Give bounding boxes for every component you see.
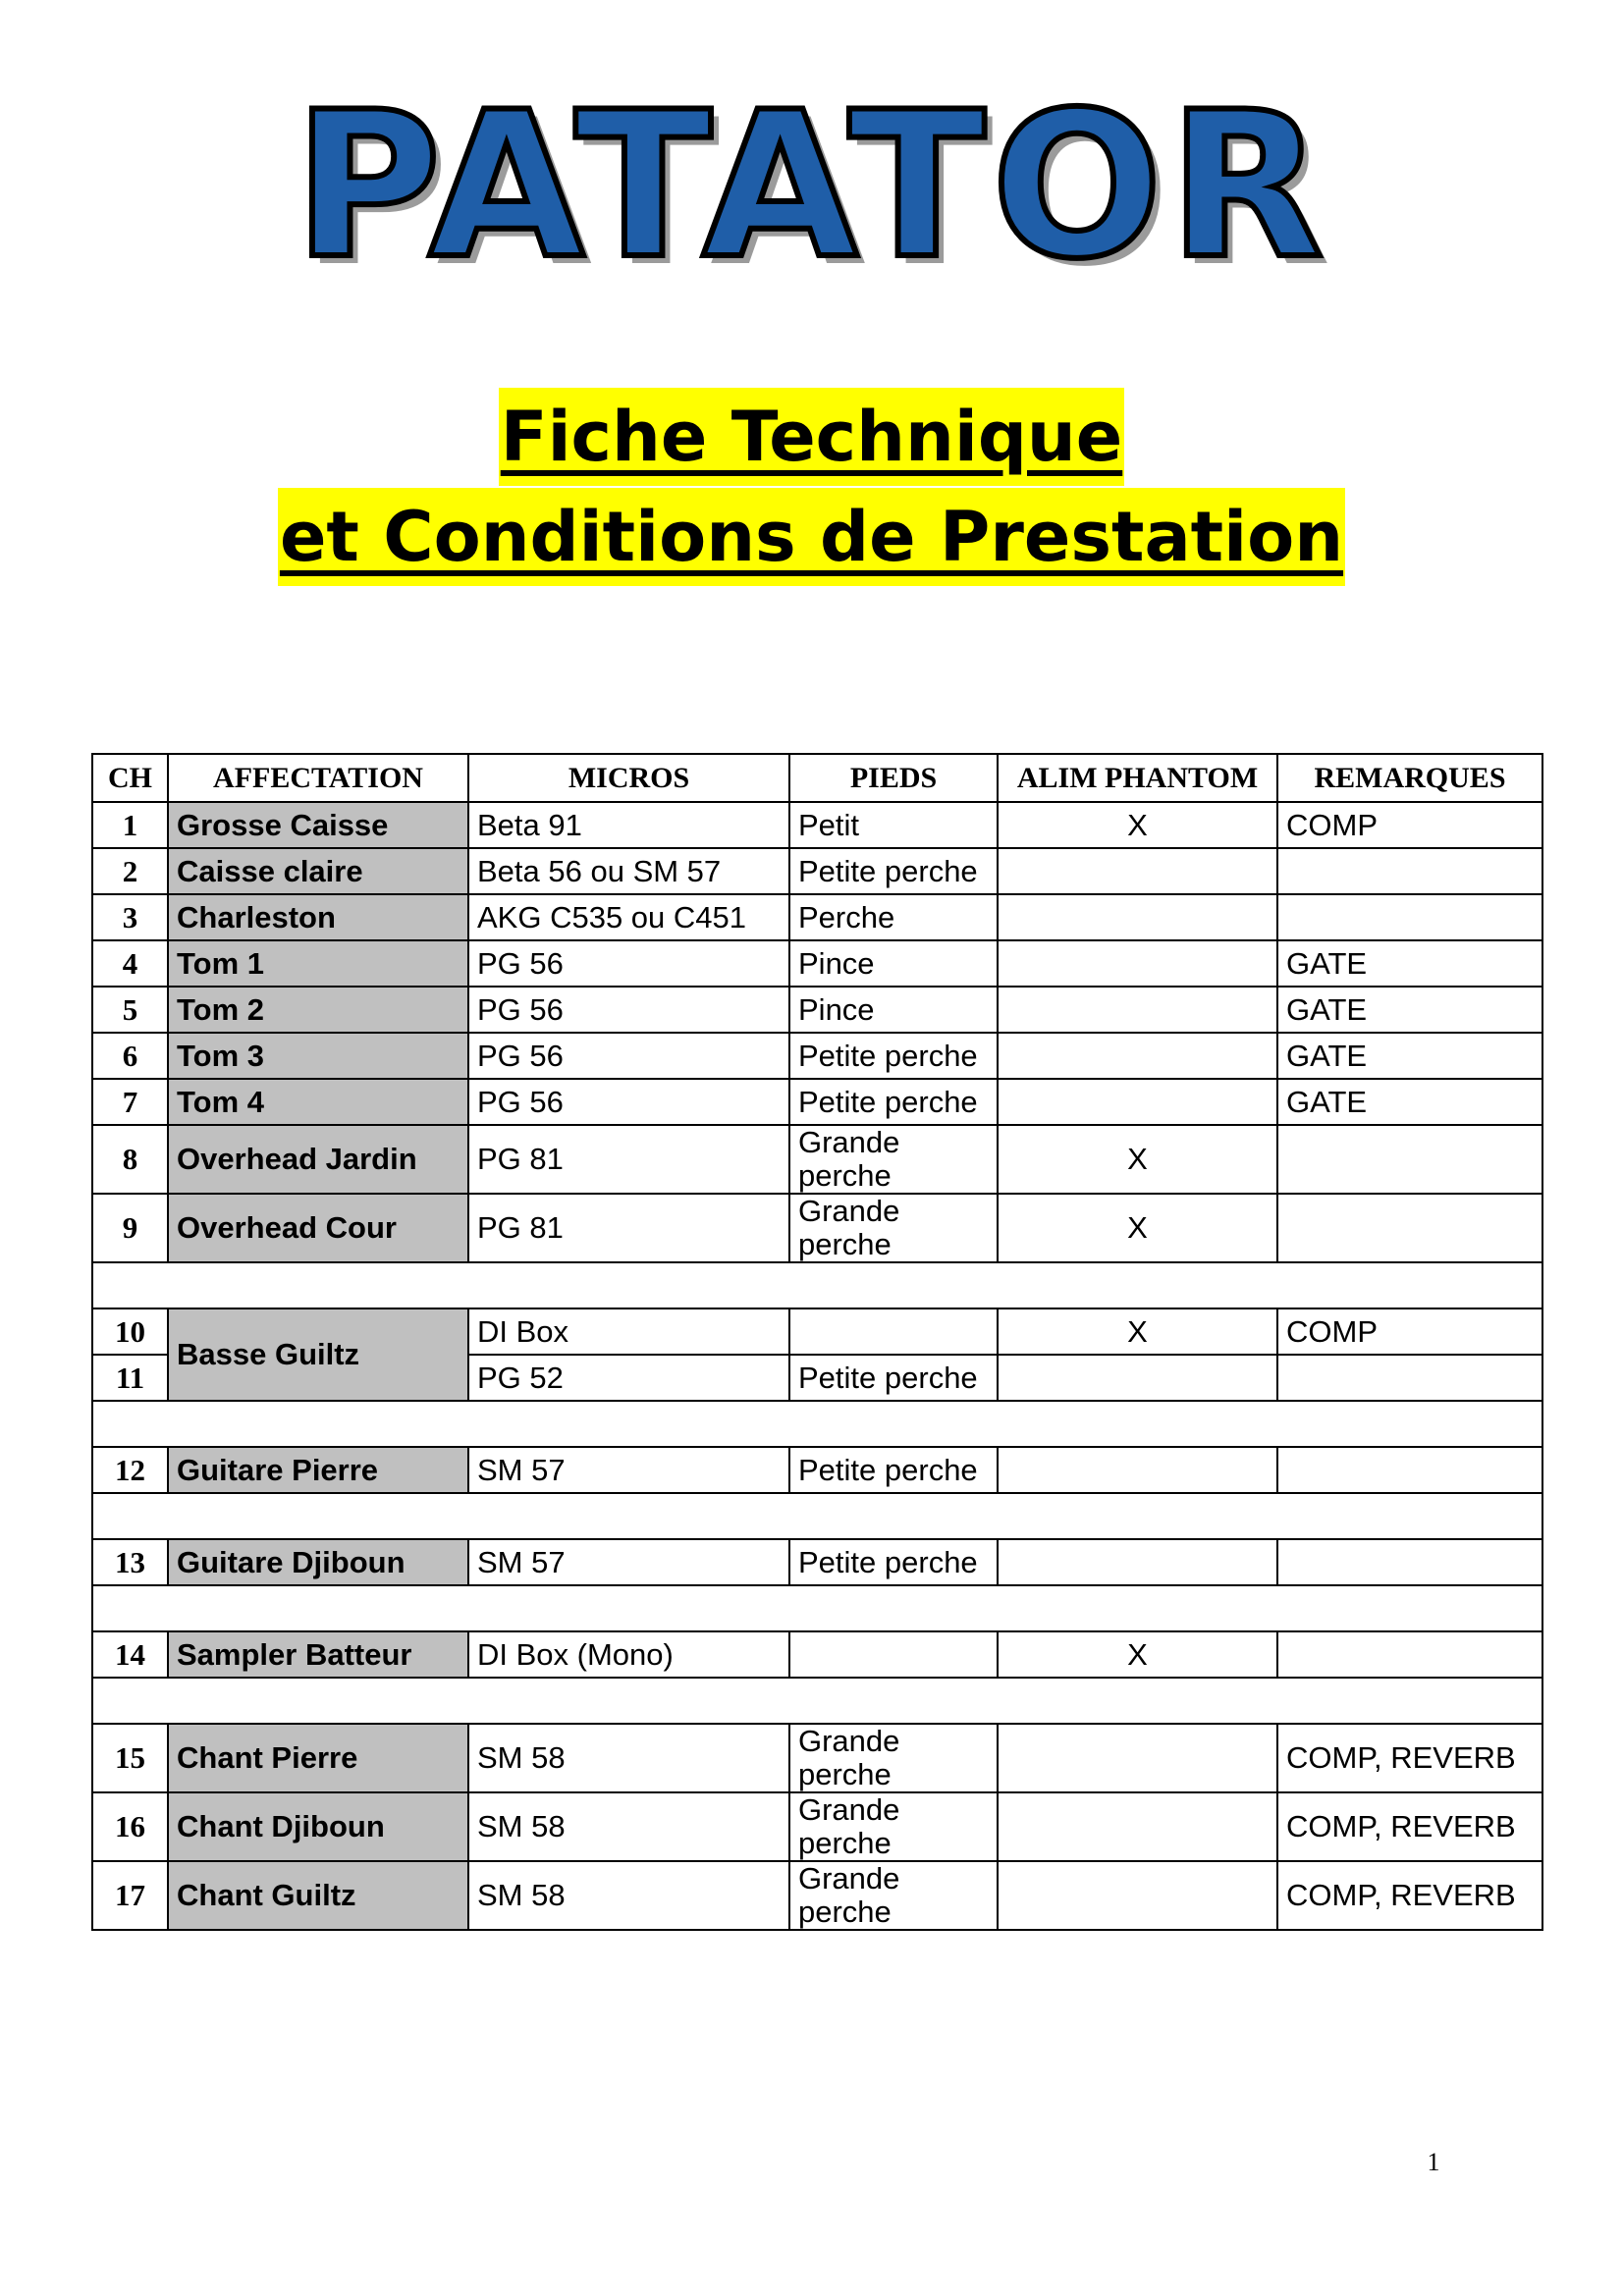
cell-pieds: Petite perche: [789, 1447, 998, 1493]
cell-pieds: Grande perche: [789, 1861, 998, 1930]
cell-ch: 16: [92, 1792, 168, 1861]
cell-ch: 8: [92, 1125, 168, 1194]
cell-phantom: X: [998, 1631, 1277, 1678]
cell-pieds: [789, 1308, 998, 1355]
cell-pieds: Pince: [789, 940, 998, 987]
spacer-row: [92, 1262, 1542, 1308]
cell-pieds: Grande perche: [789, 1125, 998, 1194]
cell-remarques: [1277, 894, 1542, 940]
cell-affectation: Tom 3: [168, 1033, 468, 1079]
spacer-cell: [92, 1678, 1542, 1724]
header-ch: CH: [92, 754, 168, 802]
cell-affectation: Chant Guiltz: [168, 1861, 468, 1930]
table-row: [92, 894, 1542, 940]
header-micros: MICROS: [468, 754, 789, 802]
cell-remarques: COMP, REVERB: [1277, 1861, 1542, 1930]
cell-phantom: [998, 1861, 1277, 1930]
cell-ch: 2: [92, 848, 168, 894]
table-row: [92, 987, 1542, 1033]
cell-ch: 13: [92, 1539, 168, 1585]
cell-pieds: Petite perche: [789, 1033, 998, 1079]
spacer-row: [92, 1401, 1542, 1447]
cell-phantom: [998, 848, 1277, 894]
spacer-cell: [92, 1262, 1542, 1308]
cell-remarques: [1277, 1539, 1542, 1585]
cell-phantom: [998, 1447, 1277, 1493]
cell-phantom: X: [998, 1125, 1277, 1194]
cell-micros: Beta 91: [468, 802, 789, 848]
spacer-row: [92, 1585, 1542, 1631]
cell-ch: 15: [92, 1724, 168, 1792]
table-header-row: [92, 754, 1542, 802]
table-row: [92, 1861, 1542, 1930]
cell-phantom: [998, 894, 1277, 940]
cell-affectation: Sampler Batteur: [168, 1631, 468, 1678]
cell-remarques: GATE: [1277, 1033, 1542, 1079]
cell-remarques: COMP, REVERB: [1277, 1792, 1542, 1861]
table-row: [92, 1125, 1542, 1194]
cell-affectation: Guitare Pierre: [168, 1447, 468, 1493]
cell-phantom: [998, 1792, 1277, 1861]
cell-affectation: Overhead Jardin: [168, 1125, 468, 1194]
cell-remarques: [1277, 1631, 1542, 1678]
cell-ch: 1: [92, 802, 168, 848]
table-row: [92, 1724, 1542, 1792]
cell-pieds: Petite perche: [789, 848, 998, 894]
table-row: [92, 1194, 1542, 1262]
cell-pieds: Petite perche: [789, 1355, 998, 1401]
cell-ch: 9: [92, 1194, 168, 1262]
cell-affectation: Overhead Cour: [168, 1194, 468, 1262]
cell-micros: PG 56: [468, 1079, 789, 1125]
header-remarques: REMARQUES: [1277, 754, 1542, 802]
spacer-cell: [92, 1585, 1542, 1631]
cell-pieds: Petit: [789, 802, 998, 848]
spacer-cell: [92, 1493, 1542, 1539]
table-row: [92, 1792, 1542, 1861]
cell-pieds: [789, 1631, 998, 1678]
cell-remarques: GATE: [1277, 1079, 1542, 1125]
page-number: 1: [1427, 2148, 1440, 2176]
cell-ch: 7: [92, 1079, 168, 1125]
cell-micros: Beta 56 ou SM 57: [468, 848, 789, 894]
table-row: [92, 1308, 1542, 1355]
table-row: [92, 940, 1542, 987]
cell-micros: SM 58: [468, 1792, 789, 1861]
cell-micros: SM 58: [468, 1861, 789, 1930]
cell-ch: 17: [92, 1861, 168, 1930]
cell-phantom: [998, 1539, 1277, 1585]
spacer-row: [92, 1678, 1542, 1724]
spacer-row: [92, 1493, 1542, 1539]
cell-remarques: GATE: [1277, 987, 1542, 1033]
cell-pieds: Grande perche: [789, 1194, 998, 1262]
title-line-1: Fiche Technique: [499, 388, 1125, 486]
cell-micros: DI Box: [468, 1308, 789, 1355]
cell-pieds: Petite perche: [789, 1079, 998, 1125]
cell-phantom: [998, 1355, 1277, 1401]
cell-remarques: COMP: [1277, 802, 1542, 848]
cell-phantom: [998, 940, 1277, 987]
cell-remarques: GATE: [1277, 940, 1542, 987]
cell-ch: 10: [92, 1308, 168, 1355]
cell-micros: PG 56: [468, 1033, 789, 1079]
band-logo: PATATOR: [294, 70, 1329, 303]
cell-phantom: X: [998, 802, 1277, 848]
cell-affectation: Grosse Caisse: [168, 802, 468, 848]
cell-micros: PG 56: [468, 987, 789, 1033]
cell-affectation: Charleston: [168, 894, 468, 940]
cell-micros: DI Box (Mono): [468, 1631, 789, 1678]
cell-ch: 12: [92, 1447, 168, 1493]
cell-ch: 4: [92, 940, 168, 987]
document-title: [0, 388, 1623, 586]
cell-micros: AKG C535 ou C451: [468, 894, 789, 940]
cell-ch: 14: [92, 1631, 168, 1678]
cell-ch: 3: [92, 894, 168, 940]
cell-remarques: COMP: [1277, 1308, 1542, 1355]
cell-affectation: Caisse claire: [168, 848, 468, 894]
table-row: [92, 1033, 1542, 1079]
header-pieds: PIEDS: [789, 754, 998, 802]
cell-phantom: [998, 1033, 1277, 1079]
cell-affectation: Tom 2: [168, 987, 468, 1033]
cell-micros: PG 56: [468, 940, 789, 987]
cell-micros: PG 81: [468, 1125, 789, 1194]
cell-pieds: Perche: [789, 894, 998, 940]
cell-affectation: Guitare Djiboun: [168, 1539, 468, 1585]
cell-remarques: [1277, 1447, 1542, 1493]
cell-micros: PG 52: [468, 1355, 789, 1401]
spacer-cell: [92, 1401, 1542, 1447]
cell-affectation: Tom 1: [168, 940, 468, 987]
cell-remarques: [1277, 1355, 1542, 1401]
table-row: [92, 1447, 1542, 1493]
cell-pieds: Grande perche: [789, 1724, 998, 1792]
header-phantom: ALIM PHANTOM: [998, 754, 1277, 802]
header-affectation: AFFECTATION: [168, 754, 468, 802]
cell-phantom: X: [998, 1308, 1277, 1355]
cell-affectation: Tom 4: [168, 1079, 468, 1125]
cell-remarques: [1277, 1125, 1542, 1194]
cell-affectation: Chant Pierre: [168, 1724, 468, 1792]
cell-micros: SM 57: [468, 1447, 789, 1493]
cell-remarques: COMP, REVERB: [1277, 1724, 1542, 1792]
cell-phantom: [998, 987, 1277, 1033]
cell-affectation: Chant Djiboun: [168, 1792, 468, 1861]
cell-phantom: X: [998, 1194, 1277, 1262]
table-row: [92, 802, 1542, 848]
cell-affectation: Basse Guiltz: [168, 1308, 468, 1401]
table-row: [92, 1539, 1542, 1585]
cell-pieds: Petite perche: [789, 1539, 998, 1585]
tech-rider-table: [91, 753, 1543, 1931]
title-line-2: et Conditions de Prestation: [278, 488, 1345, 586]
table-row: [92, 1631, 1542, 1678]
cell-remarques: [1277, 1194, 1542, 1262]
cell-pieds: Grande perche: [789, 1792, 998, 1861]
cell-micros: SM 58: [468, 1724, 789, 1792]
logo-container: [0, 70, 1623, 303]
cell-micros: PG 81: [468, 1194, 789, 1262]
table-row: [92, 1079, 1542, 1125]
cell-ch: 11: [92, 1355, 168, 1401]
cell-micros: SM 57: [468, 1539, 789, 1585]
cell-pieds: Pince: [789, 987, 998, 1033]
cell-phantom: [998, 1079, 1277, 1125]
cell-remarques: [1277, 848, 1542, 894]
table-row: [92, 848, 1542, 894]
cell-ch: 6: [92, 1033, 168, 1079]
cell-phantom: [998, 1724, 1277, 1792]
cell-ch: 5: [92, 987, 168, 1033]
